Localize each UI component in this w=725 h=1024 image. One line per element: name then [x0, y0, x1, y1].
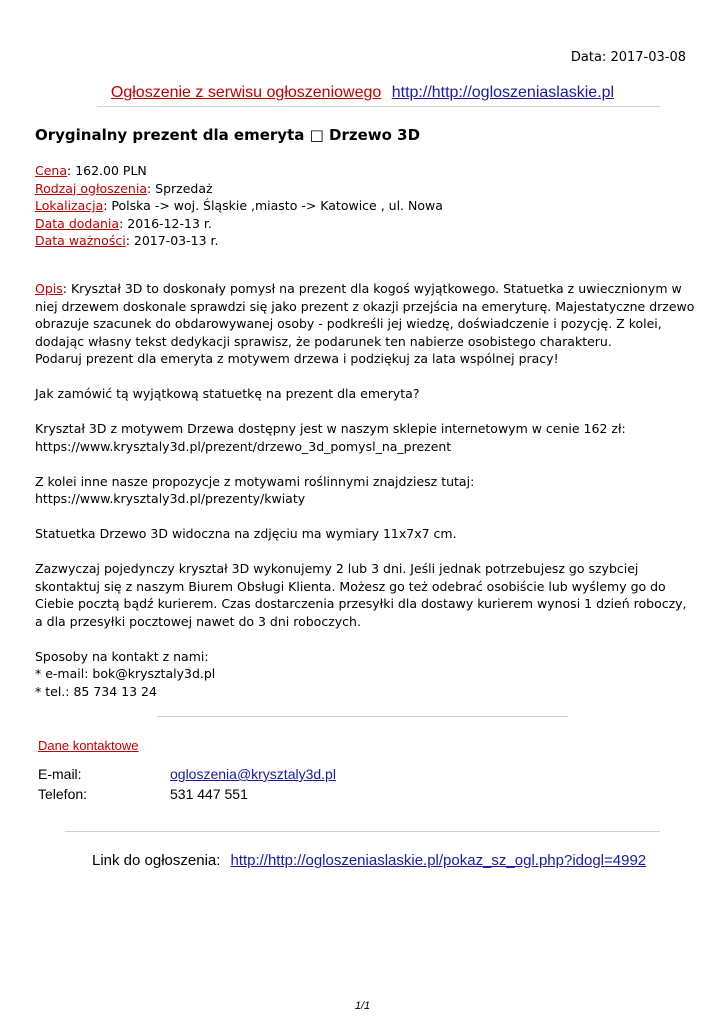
listing-link-label: Link do ogłoszenia: [92, 852, 221, 869]
description-question: Jak zamówić tą wyjątkową statuetkę na prezent dla emeryta? [35, 386, 420, 401]
listing-title: Oryginalny prezent dla emeryta □ Drzewo 3D [35, 126, 421, 144]
source-header [0, 84, 725, 102]
listing-description [35, 280, 695, 718]
meta-value: : Polska -> woj. Śląskie ,miasto -> Katowice , ul. Nowa [103, 198, 443, 213]
description-p1-text: Kryształ 3D z motywem Drzewa dostępny jest w naszym sklepie internetowym w cenie 162 zł: [35, 421, 626, 436]
description-p2-url: https://www.krysztaly3d.pl/prezenty/kwiaty [35, 491, 306, 506]
contact-phone-row [38, 786, 248, 802]
description-p1 [35, 420, 695, 455]
description-intro2: Podaruj prezent dla emeryta z motywem drzewa i podziękuj za lata wspólnej pracy! [35, 351, 559, 366]
contact-phone-label: Telefon: [38, 786, 88, 802]
contact-email-link[interactable]: ogloszenia@krysztaly3d.pl [170, 766, 336, 782]
meta-label: Data ważności [35, 233, 126, 248]
divider-middle [157, 716, 568, 717]
source-label: Ogłoszenie z serwisu ogłoszeniowego [110, 84, 382, 101]
contact-tel-line: * tel.: 85 734 13 24 [35, 683, 157, 699]
contact-heading: Sposoby na kontakt z nami: [35, 648, 209, 664]
listing-link[interactable]: http://http://ogloszeniaslaskie.pl/pokaz_sz_ogl.php?idogl=4992 [230, 852, 647, 869]
meta-label: Data dodania [35, 215, 120, 231]
listing-link-line [92, 852, 646, 869]
description-p1-url: https://www.krysztaly3d.pl/prezent/drzewo_3d_pomysl_na_prezent [35, 438, 452, 454]
meta-expiry-date [35, 232, 443, 250]
meta-value: : 162.00 PLN [67, 163, 147, 178]
meta-label: Lokalizacja [35, 198, 104, 213]
meta-label: Cena [35, 163, 68, 178]
description-p3: Statuetka Drzewo 3D widoczna na zdjęciu ma wymiary 11x7x7 cm. [35, 526, 457, 541]
meta-value: : 2017-03-13 r. [125, 233, 219, 248]
divider-bottom [65, 831, 660, 832]
meta-value: : 2016-12-13 r. [119, 215, 212, 231]
meta-type [35, 180, 443, 198]
contact-email-label: E-mail: [38, 766, 82, 782]
meta-location [35, 197, 443, 215]
page-number: 1/1 [354, 1000, 371, 1012]
description-intro-text: : Kryształ 3D to doskonały pomysł na prezent dla kogoś wyjątkowego. Statuetka z uwiecznionym w niej drzewem doskonale sprawdzi się jako prezent z okazji przejścia na emeryturę. Majestatyczne drzewo obrazuje szacunek do obdarowywanej osoby - podkreśli jej wiedzę, doświadczenie i pozycję. Z kolei, dodając własny tekst dedykacji sprawisz, że podarunek ten nabierze osobistego charakteru. [35, 281, 695, 349]
contact-email-line: * e-mail: bok@krysztaly3d.pl [35, 666, 216, 681]
contact-email-row [38, 766, 336, 782]
description-p2-text: Z kolei inne nasze propozycje z motywami roślinnymi znajdziesz tutaj: [35, 473, 475, 489]
contact-section-title: Dane kontaktowe [38, 738, 139, 753]
meta-value: : Sprzedaż [146, 180, 213, 196]
description-intro [35, 280, 695, 368]
meta-label: Rodzaj ogłoszenia [35, 180, 147, 196]
contact-phone-value: 531 447 551 [170, 786, 248, 802]
source-link[interactable]: http://http://ogloszeniaslaskie.pl [391, 84, 615, 101]
description-p4: Zazwyczaj pojedynczy kryształ 3D wykonujemy 2 lub 3 dni. Jeśli jednak potrzebujesz go szybciej skontaktuj się z naszym Biurem Obsługi Klienta. Możesz go też odebrać osobiście lub wyślemy go do Ciebie pocztą bądź kurierem. Czas dostarczenia przesyłki dla dostawy kurierem wynosi 1 dzień roboczy, a dla przesyłki pocztowej nawet do 3 dni roboczych. [35, 561, 687, 629]
document-date: Data: 2017-03-08 [570, 50, 686, 65]
listing-meta [35, 162, 443, 250]
divider-top [97, 106, 660, 107]
meta-price [35, 162, 443, 180]
description-p2 [35, 473, 695, 508]
description-label: Opis [35, 281, 63, 296]
description-contact [35, 648, 695, 701]
meta-added-date [35, 215, 443, 233]
